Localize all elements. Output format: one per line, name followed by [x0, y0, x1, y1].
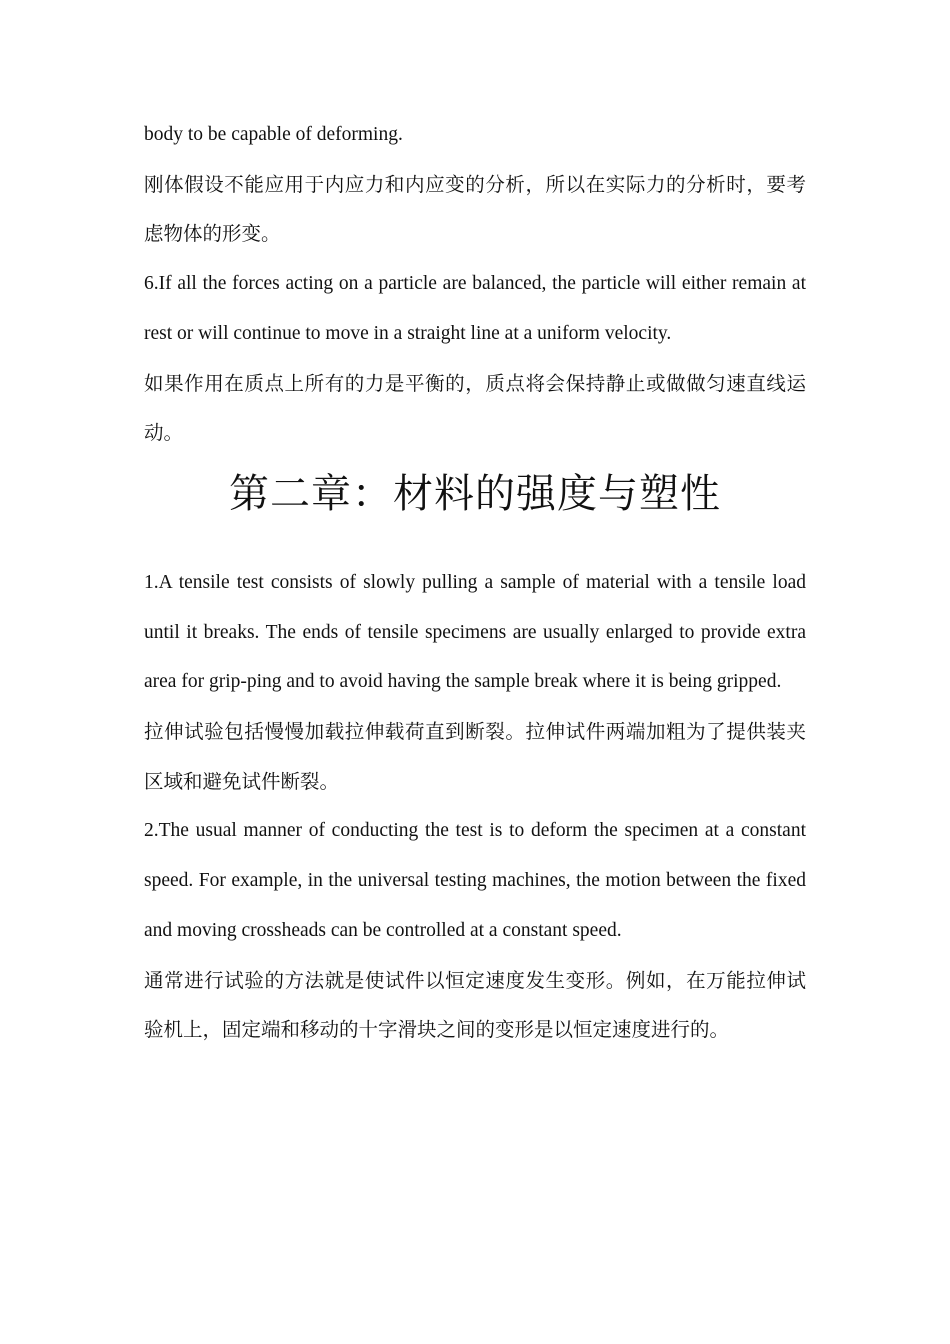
paragraph-en: 2.The usual manner of conducting the test is to deform the specimen at a constant speed. For example, in the universal testing machines, the motion between the fixed and moving crossheads can be controlled at a constant speed.: [144, 820, 806, 941]
paragraph-zh: 通常进行试验的方法就是使试件以恒定速度发生变形。例如，在万能拉伸试验机上，固定端和移动的十字滑块之间的变形是以恒定速度进行的。: [144, 968, 806, 1042]
paragraph-en: body to be capable of deforming.: [144, 124, 403, 145]
paragraph-zh: 拉伸试验包括慢慢加载拉伸载荷直到断裂。拉伸试件两端加粗为了提供装夹区域和避免试件断裂。: [144, 720, 806, 793]
document-page: [144, 110, 806, 1055]
paragraph-zh: 如果作用在质点上所有的力是平衡的，质点将会保持静止或做做匀速直线运动。: [144, 371, 806, 445]
paragraph-en: 6.If all the forces acting on a particle are balanced, the particle will either remain at rest or will continue to move in a straight line at a uniform velocity.: [144, 273, 806, 344]
chapter-title: 第二章：材料的强度与塑性: [229, 470, 721, 517]
paragraph-en: 1.A tensile test consists of slowly pulling a sample of material with a tensile load until it breaks. The ends of tensile specimens are usually enlarged to provide extra area for grip-ping and to avoid having the sample break where it is being gripped.: [144, 571, 806, 693]
paragraph-zh: 刚体假设不能应用于内应力和内应变的分析，所以在实际力的分析时，要考虑物体的形变。: [144, 172, 806, 246]
